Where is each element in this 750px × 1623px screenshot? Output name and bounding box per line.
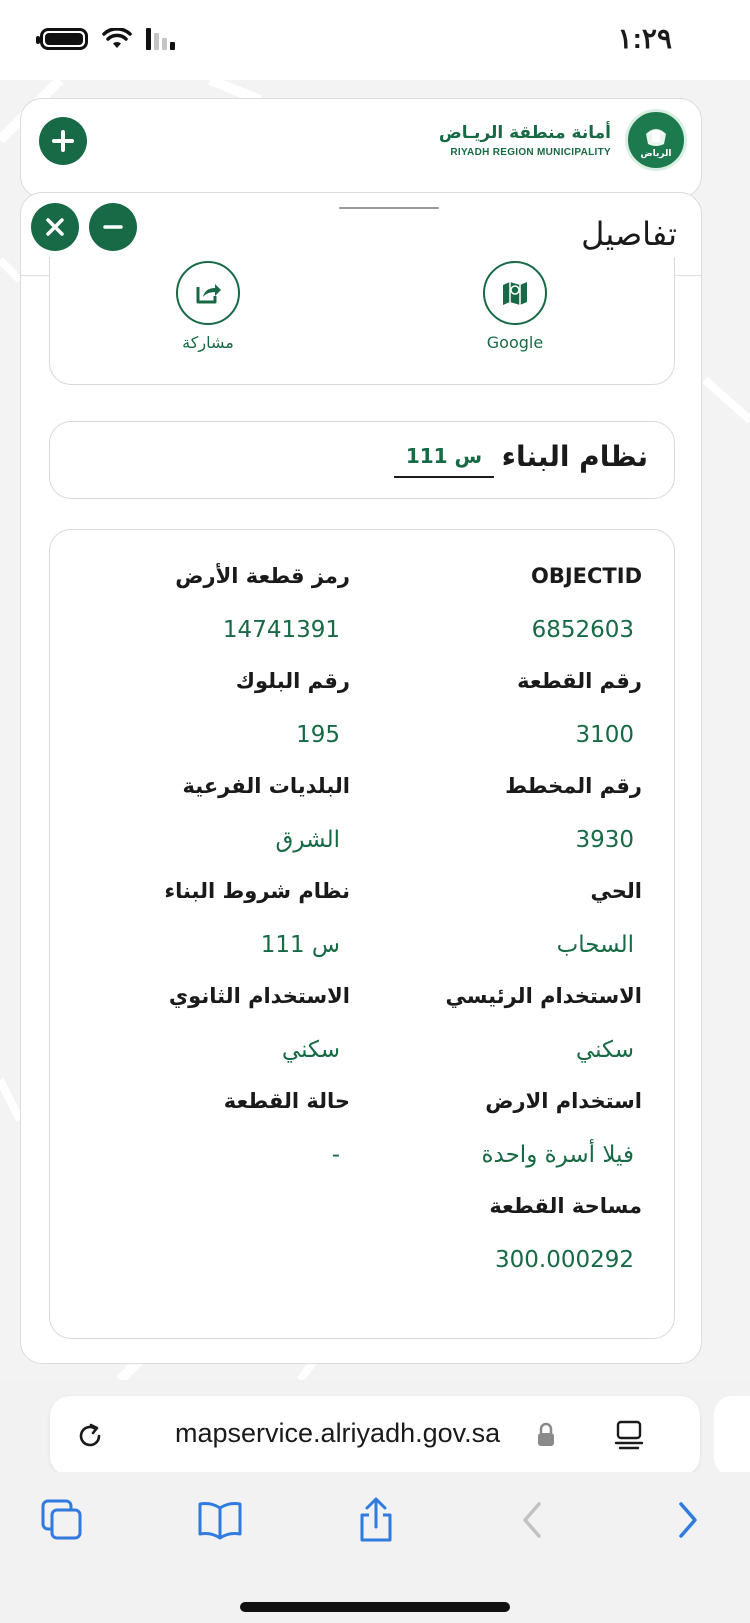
building-system-card	[49, 421, 675, 499]
battery-icon	[40, 28, 88, 50]
address-bar[interactable]	[50, 1396, 700, 1476]
objectid-label: OBJECTID	[531, 564, 642, 588]
header-card	[20, 98, 702, 198]
forward-button[interactable]	[664, 1496, 712, 1544]
land-use-label: استخدام الارض	[485, 1089, 642, 1113]
secondary-use-value: سكني	[281, 1037, 340, 1063]
block-number-label: رقم البلوك	[235, 669, 350, 693]
tabs-icon	[40, 1498, 84, 1542]
svg-text:الرياض: الرياض	[640, 149, 672, 159]
share-action[interactable]	[158, 261, 258, 352]
status-bar	[0, 0, 750, 80]
reader-icon[interactable]	[612, 1418, 646, 1452]
parcel-info-card	[49, 529, 675, 1339]
chevron-left-icon	[519, 1500, 545, 1540]
share-icon	[176, 261, 240, 325]
bookmarks-button[interactable]	[196, 1496, 244, 1544]
parcel-number-label: رقم القطعة	[517, 669, 642, 693]
reload-icon[interactable]	[74, 1420, 106, 1452]
status-time: ١:٢٩	[617, 23, 672, 54]
url-text: mapservice.alriyadh.gov.sa	[175, 1418, 501, 1448]
close-icon	[44, 216, 66, 238]
sub-municipality-value: الشرق	[275, 827, 340, 853]
browser-toolbar	[0, 1472, 750, 1623]
secondary-use-label: الاستخدام الثانوي	[168, 984, 350, 1008]
back-button[interactable]	[508, 1496, 556, 1544]
plan-number-label: رقم المخطط	[505, 774, 642, 798]
municipality-logo	[439, 109, 687, 171]
share-button[interactable]	[352, 1496, 400, 1544]
building-system-label: نظام البناء	[501, 440, 648, 473]
home-indicator[interactable]	[240, 1602, 510, 1612]
actions-card	[49, 257, 675, 385]
book-icon	[197, 1500, 243, 1540]
browser-url-area	[0, 1380, 750, 1472]
minus-icon	[102, 216, 124, 238]
minimize-button[interactable]	[89, 203, 137, 251]
main-use-value: سكني	[575, 1037, 634, 1063]
objectid-value: 6852603	[531, 617, 634, 643]
tabs-button[interactable]	[38, 1496, 86, 1544]
plan-number-value: 3930	[575, 827, 634, 853]
parcel-area-value: 300.000292	[494, 1247, 634, 1273]
add-button[interactable]	[39, 117, 87, 165]
block-number-value: 195	[296, 722, 340, 748]
google-action-label: Google	[486, 333, 544, 352]
chevron-right-icon	[675, 1500, 701, 1540]
google-maps-action[interactable]	[465, 261, 565, 352]
details-title: تفاصيل	[581, 215, 677, 253]
close-button[interactable]	[31, 203, 79, 251]
lock-icon	[536, 1422, 556, 1448]
parcel-number-value: 3100	[575, 722, 634, 748]
building-conditions-label: نظام شروط البناء	[164, 879, 350, 903]
details-panel	[20, 192, 702, 1364]
next-tab-peek[interactable]	[714, 1396, 750, 1476]
cellular-signal-icon	[146, 28, 175, 50]
logo-arabic-text: أمانة منطقة الريـاض	[438, 122, 611, 143]
district-value: السحاب	[556, 932, 634, 958]
district-label: الحي	[590, 879, 642, 903]
land-use-value: فيلا أسرة واحدة	[481, 1142, 634, 1168]
drag-handle[interactable]	[339, 207, 439, 209]
land-code-label: رمز قطعة الأرض	[175, 564, 350, 588]
building-conditions-value: س 111	[260, 932, 340, 958]
riyadh-emblem-icon	[625, 109, 687, 171]
status-icons	[40, 28, 175, 50]
share-action-label: مشاركة	[182, 333, 234, 352]
parcel-status-label: حالة القطعة	[223, 1089, 350, 1113]
plus-icon	[51, 129, 75, 153]
land-code-value: 14741391	[222, 617, 340, 643]
logo-english-text: RIYADH REGION MUNICIPALITY	[450, 146, 611, 158]
wifi-icon	[102, 28, 132, 50]
sub-municipality-label: البلديات الفرعية	[182, 774, 350, 798]
map-icon	[483, 261, 547, 325]
parcel-status-value: -	[331, 1142, 340, 1168]
parcel-area-label: مساحة القطعة	[489, 1194, 642, 1218]
main-use-label: الاستخدام الرئيسي	[445, 984, 642, 1008]
building-system-select[interactable]: س 111	[394, 444, 494, 478]
share-icon	[356, 1497, 396, 1543]
